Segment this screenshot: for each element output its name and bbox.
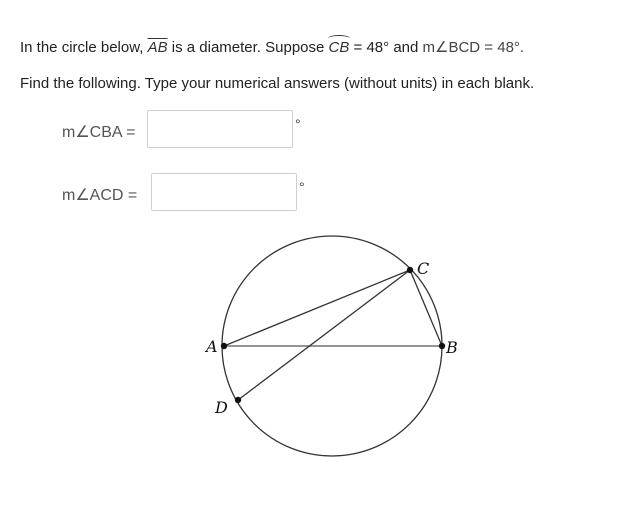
degree-unit-cba: ° bbox=[295, 116, 301, 132]
chord-cb bbox=[410, 270, 442, 346]
degree-unit-acd: ° bbox=[299, 179, 305, 195]
point-b bbox=[439, 343, 445, 349]
problem-text-part3: = 48° and bbox=[349, 39, 423, 56]
given-angle: m∠BCD = 48°. bbox=[422, 39, 525, 56]
answer-label-acd: m∠ACD = bbox=[62, 187, 138, 204]
problem-text-part2: is a diameter. Suppose bbox=[167, 39, 329, 56]
label-b: B bbox=[446, 338, 458, 357]
label-d: D bbox=[215, 398, 228, 417]
point-a bbox=[221, 343, 227, 349]
arc-label: CB bbox=[328, 39, 350, 56]
point-c bbox=[407, 267, 413, 273]
point-d bbox=[235, 397, 241, 403]
answer-label-cba: m∠CBA = bbox=[62, 124, 136, 141]
chord-cd bbox=[238, 270, 410, 400]
problem-instructions: Find the following. Type your numerical answers (without units) in each blank. bbox=[20, 75, 535, 92]
diameter-label: $\overline{AB}$ bbox=[147, 39, 168, 56]
label-a: A bbox=[206, 337, 218, 356]
label-c: C bbox=[417, 259, 430, 278]
chord-ac bbox=[224, 270, 410, 346]
problem-text-part1: In the circle below, bbox=[20, 39, 148, 56]
